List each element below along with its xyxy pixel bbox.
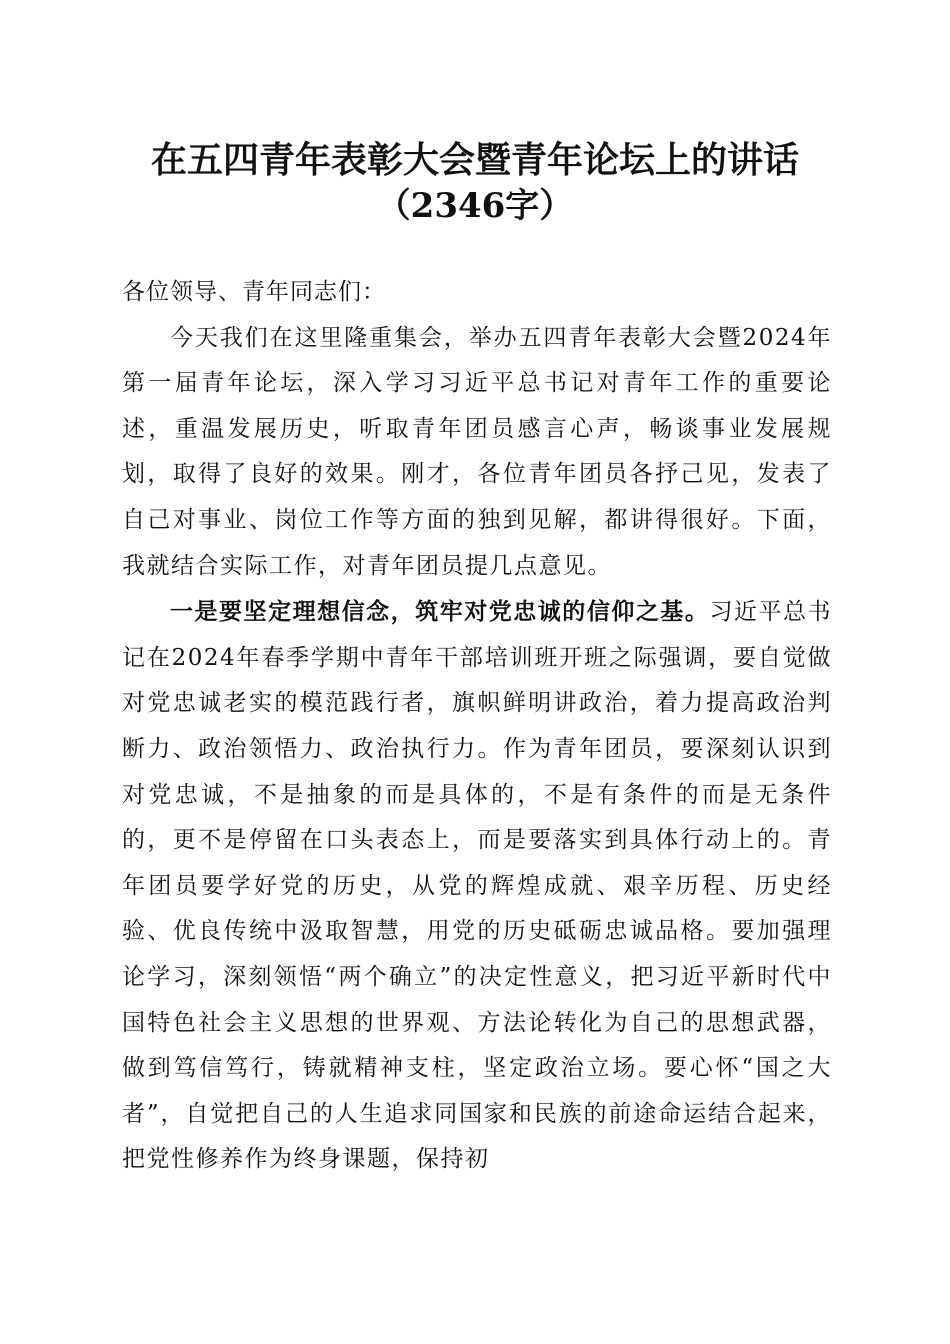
paragraph-2-body: 习近平总书记在2024年春季学期中青年干部培训班开班之际强调，要自觉做对党忠诚老实的模范践行者，旗帜鲜明讲政治，着力提高政治判断力、政治领悟力、政治执行力。作为青年团员，要深刻认识到对党忠诚，不是抽象的而是具体的，不是有条件的而是无条件的，更不是停留在口头表态上，而是要落实到具体行动上的。青年团员要学好党的历史，从党的辉煌成就、艰辛历程、历史经验、优良传统中汲取智慧，用党的历史砥砺忠诚品格。要加强理论学习，深刻领悟“两个确立”的决定性意义，把习近平新时代中国特色社会主义思想的世界观、方法论转化为自己的思想武器，做到笃信笃行，铸就精神支柱，坚定政治立场。要心怀“国之大者”，自觉把自己的人生追求同国家和民族的前途命运结合起来，把党性修养作为终身课题，保持初 xyxy=(122,599,833,1173)
salutation: 各位领导、青年同志们： xyxy=(122,279,386,305)
document-body xyxy=(122,270,832,1183)
document-title: 在五四青年表彰大会暨青年论坛上的讲话 xyxy=(150,139,799,181)
document-subtitle: （2346字） xyxy=(376,186,574,226)
paragraph-2-heading: 一是要坚定理想信念，筑牢对党忠诚的信仰之基。 xyxy=(170,598,710,626)
paragraph-2 xyxy=(122,589,832,1183)
paragraph-1: 今天我们在这里隆重集会，举办五四青年表彰大会暨2024年第一届青年论坛，深入学习习近平总书记对青年工作的重要论述，重温发展历史，听取青年团员感言心声，畅谈事业发展规划，取得了良好的效果。刚才，各位青年团员各抒己见，发表了自己对事业、岗位工作等方面的独到见解，都讲得很好。下面，我就结合实际工作，对青年团员提几点意见。 xyxy=(122,324,832,579)
